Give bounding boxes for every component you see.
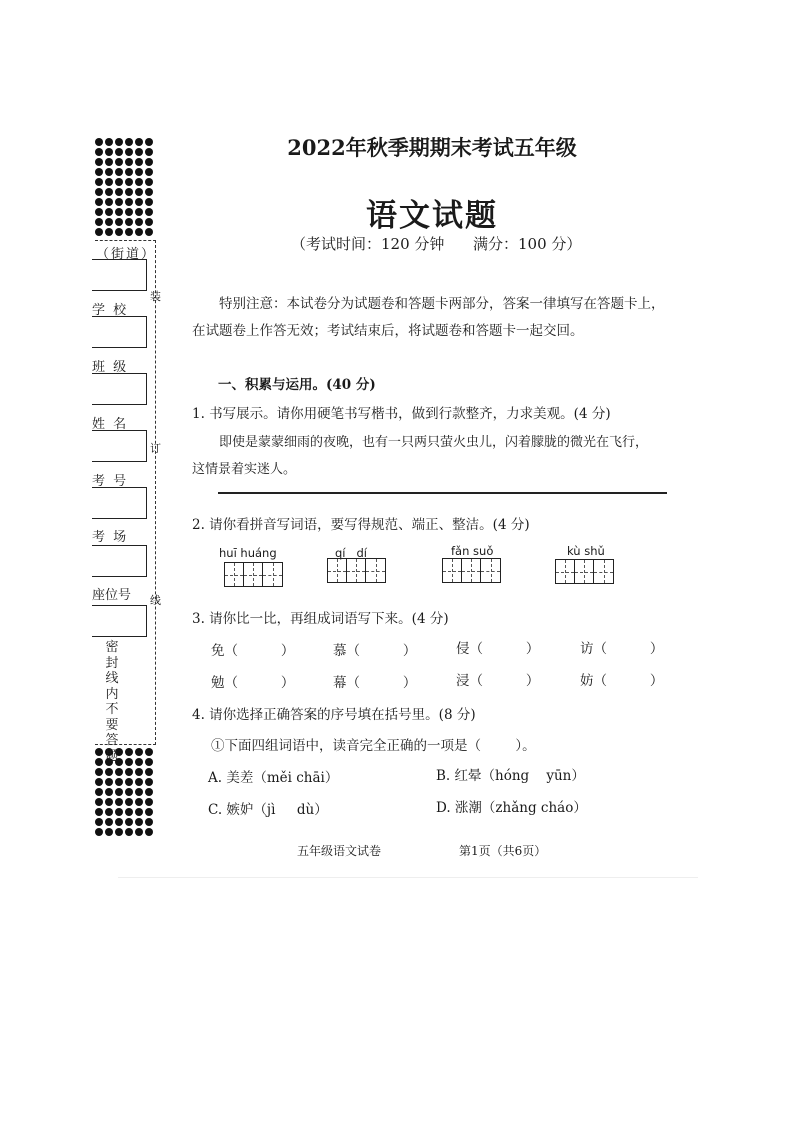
binding-dot [145,788,153,796]
q3-prompt: 3. 请你比一比，再组成词语写下来。(4 分) [192,611,449,627]
binding-dot [125,828,133,836]
binding-dot [95,828,103,836]
binding-dot [135,178,143,186]
q4-sub-question: ①下面四组词语中，读音完全正确的一项是（ ）。 [211,738,536,754]
binding-dot [115,768,123,776]
binding-dot [125,178,133,186]
q2-grid-4[interactable] [555,559,614,584]
q3-item[interactable]: 勉（ ） [211,675,295,691]
q4-option-c[interactable]: C. 嫉妒（jì dù） [208,802,328,818]
binding-dot [125,808,133,816]
field-label-exam-number: 考 号 [92,474,129,489]
q2-grid-3[interactable] [442,558,501,583]
field-label-class: 班 级 [92,360,129,375]
footer-left: 五年级语文试卷 [297,844,382,858]
binding-dot [125,798,133,806]
q3-item[interactable]: 免（ ） [211,643,295,659]
binding-dot [115,168,123,176]
binding-dot [145,808,153,816]
binding-dot [135,808,143,816]
field-box-seat[interactable] [92,605,147,637]
binding-dot [95,178,103,186]
binding-dot [125,788,133,796]
binding-dot [145,758,153,766]
q1-text-line-1: 即使是蒙蒙细雨的夜晚，也有一只两只萤火虫儿，闪着朦胧的微光在飞行， [219,435,649,450]
side-mark-xian: 线 [150,594,161,607]
footer-page-number: 第1页（共6页） [459,844,547,858]
q1-text-line-2: 这情景着实迷人。 [192,462,297,477]
binding-dot [105,768,113,776]
field-box-school[interactable] [92,316,147,348]
binding-dot [135,798,143,806]
binding-dot [115,178,123,186]
binding-dot [115,828,123,836]
binding-dot [115,808,123,816]
q2-pinyin-4: kù shǔ [567,544,605,558]
binding-dot [145,178,153,186]
q4-option-b[interactable]: B. 红晕（hóng yūn） [436,768,585,784]
field-label-seat: 座位号 [92,588,132,603]
notice-line-2: 在试题卷上作答无效；考试结束后，将试题卷和答题卡一起交回。 [192,323,584,339]
binding-dot [105,798,113,806]
q2-prompt: 2. 请你看拼音写词语，要写得规范、端正、整洁。(4 分) [192,517,530,533]
binding-dot [135,778,143,786]
binding-dot [145,818,153,826]
q4-option-d[interactable]: D. 涨潮（zhǎng cháo） [436,800,587,816]
notice-line-1: 特别注意：本试卷分为试题卷和答题卡两部分，答案一律填写在答题卡上， [219,296,665,312]
binding-dot [145,748,153,756]
q3-item[interactable]: 侵（ ） [456,641,540,657]
binding-dot [135,828,143,836]
q3-item[interactable]: 幕（ ） [333,675,417,691]
q2-grid-1[interactable] [224,562,283,587]
q2-pinyin-2: qí dí [335,546,367,560]
binding-dot [105,778,113,786]
exam-title: 2022年秋季期期末考试五年级 [287,135,577,160]
q4-option-a[interactable]: A. 美差（měi chāi） [208,770,339,786]
binding-dot [125,818,133,826]
binding-dot [135,168,143,176]
q2-grid-2[interactable] [327,558,386,583]
q3-item[interactable]: 访（ ） [580,641,664,657]
binding-dot [95,168,103,176]
q1-prompt: 1. 书写展示。请你用硬笔书写楷书，做到行款整齐，力求美观。(4 分) [192,406,611,422]
binding-dot [135,788,143,796]
q1-writing-line[interactable] [218,492,667,494]
field-box-street[interactable] [92,259,147,291]
seal-notice: 密封线内不要答题 [105,640,119,764]
q3-item[interactable]: 慕（ ） [333,643,417,659]
binding-dot [115,788,123,796]
exam-info: （考试时间：120 分钟 满分：100 分） [291,235,582,253]
binding-dot [95,788,103,796]
binding-dot [105,818,113,826]
binding-dot [105,808,113,816]
binding-dot [145,168,153,176]
binding-dot [125,778,133,786]
field-box-name[interactable] [92,430,147,462]
binding-dot [145,798,153,806]
binding-dot [105,828,113,836]
binding-dot [125,748,133,756]
q2-pinyin-1: huī huáng [219,546,277,560]
binding-dot [95,758,103,766]
binding-dot [115,798,123,806]
page-divider [118,877,698,878]
binding-dot [135,768,143,776]
binding-dot [135,758,143,766]
binding-dot [95,818,103,826]
binding-dot [145,828,153,836]
binding-dot [145,768,153,776]
field-box-class[interactable] [92,373,147,405]
binding-dot [125,768,133,776]
subject-title: 语文试题 [366,198,498,234]
binding-dot [115,778,123,786]
binding-dot [135,748,143,756]
q4-prompt: 4. 请你选择正确答案的序号填在括号里。(8 分) [192,707,476,723]
q3-item[interactable]: 妨（ ） [580,673,664,689]
q3-item[interactable]: 浸（ ） [456,673,540,689]
binding-dot [125,758,133,766]
binding-dot [95,768,103,776]
side-mark-ding: 订 [150,442,161,455]
binding-dot [115,818,123,826]
binding-dot [145,778,153,786]
binding-dot [105,788,113,796]
binding-dot [105,178,113,186]
binding-dot [95,748,103,756]
field-label-street: （街道） [96,247,157,262]
binding-dot [125,168,133,176]
field-box-exam-number[interactable] [92,487,147,519]
field-label-exam-room: 考 场 [92,530,129,545]
binding-dot [95,798,103,806]
field-label-name: 姓 名 [92,417,129,432]
binding-dot [95,808,103,816]
side-mark-zhuang: 装 [150,290,161,303]
binding-dot [105,168,113,176]
q2-pinyin-3: fǎn suǒ [451,544,494,558]
binding-dot [95,778,103,786]
binding-dot [135,818,143,826]
section-heading: 一、积累与运用。(40 分) [218,377,376,393]
field-label-school: 学 校 [92,303,129,318]
field-box-exam-room[interactable] [92,545,147,577]
